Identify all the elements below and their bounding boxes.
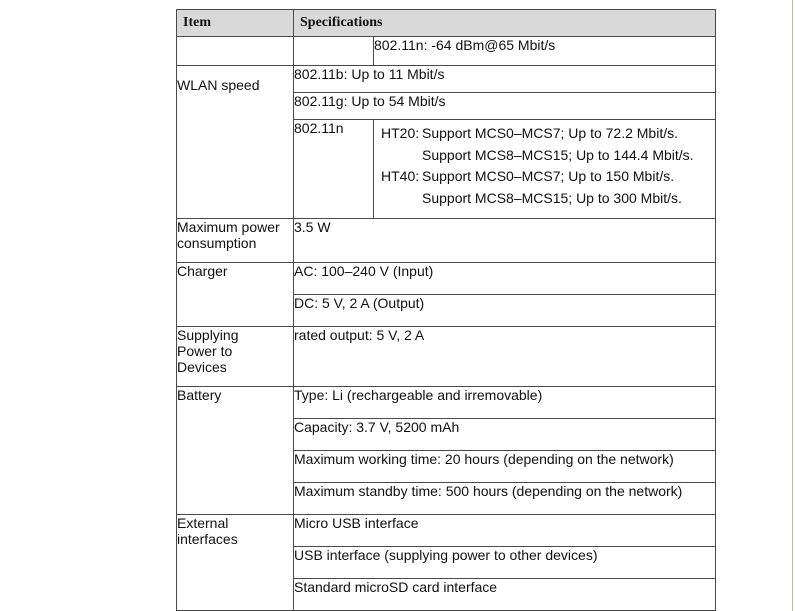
- table-row: [177, 219, 716, 263]
- header-specifications: Specifications: [294, 10, 716, 37]
- item-supplying-power: [177, 327, 294, 387]
- item-charger: Charger: [177, 263, 294, 327]
- table-row: [177, 515, 716, 547]
- ht40-label: HT40:: [381, 168, 420, 184]
- spec-802-11n-details: [374, 120, 716, 219]
- table-row: [177, 37, 716, 66]
- table-row: [177, 387, 716, 419]
- spec-supplying-power: rated output: 5 V, 2 A: [294, 327, 716, 387]
- ht20-line-2: Support MCS8–MCS15; Up to 144.4 Mbit/s.: [422, 146, 694, 163]
- page-edge-line: [792, 0, 793, 611]
- table-header-row: [177, 10, 716, 37]
- item-battery: Battery: [177, 387, 294, 515]
- item-cell-empty: [177, 37, 294, 66]
- table-row: [177, 66, 716, 93]
- spec-802-11g: 802.11g: Up to 54 Mbit/s: [294, 93, 716, 120]
- table-row: [177, 263, 716, 295]
- spec-battery-capacity: Capacity: 3.7 V, 5200 mAh: [294, 419, 716, 451]
- item-wlan-speed: WLAN speed: [177, 66, 294, 219]
- spec-cell-empty: [294, 37, 374, 66]
- ht20-block: [381, 123, 708, 166]
- spec-charger-ac: AC: 100–240 V (Input): [294, 263, 716, 295]
- spec-802-11n-label: 802.11n: [294, 120, 374, 219]
- spec-battery-working-time: Maximum working time: 20 hours (depending on the network): [294, 451, 716, 483]
- spec-battery-standby-time: Maximum standby time: 500 hours (depending on the network): [294, 483, 716, 515]
- ht40-block: [381, 166, 708, 209]
- specifications-table: [176, 9, 716, 611]
- spec-usb-interface: USB interface (supplying power to other devices): [294, 547, 716, 579]
- spec-802-11n-sensitivity: 802.11n: -64 dBm@65 Mbit/s: [374, 37, 716, 66]
- ht40-line-1: Support MCS0–MCS7; Up to 150 Mbit/s.: [422, 168, 675, 184]
- item-label-line: consumption: [177, 235, 257, 251]
- ht20-line-1: Support MCS0–MCS7; Up to 72.2 Mbit/s.: [422, 125, 678, 141]
- header-item: Item: [177, 10, 294, 37]
- spec-maximum-power: 3.5 W: [294, 219, 716, 263]
- item-label-line: interfaces: [177, 531, 238, 547]
- spec-micro-usb: Micro USB interface: [294, 515, 716, 547]
- item-label-line: Power to: [177, 343, 233, 359]
- item-label-line: External: [177, 515, 229, 531]
- spec-battery-type: Type: Li (rechargeable and irremovable): [294, 387, 716, 419]
- table-row: [177, 327, 716, 387]
- item-label-line: Supplying: [177, 327, 239, 343]
- ht40-line-2: Support MCS8–MCS15; Up to 300 Mbit/s.: [422, 189, 682, 206]
- spec-802-11b: 802.11b: Up to 11 Mbit/s: [294, 66, 716, 93]
- item-maximum-power: [177, 219, 294, 263]
- spec-charger-dc: DC: 5 V, 2 A (Output): [294, 295, 716, 327]
- item-label-line: Maximum power: [177, 219, 280, 235]
- ht20-label: HT20:: [381, 125, 420, 141]
- spec-microsd-interface: Standard microSD card interface: [294, 579, 716, 611]
- item-label-line: Devices: [177, 359, 227, 375]
- item-external-interfaces: [177, 515, 294, 611]
